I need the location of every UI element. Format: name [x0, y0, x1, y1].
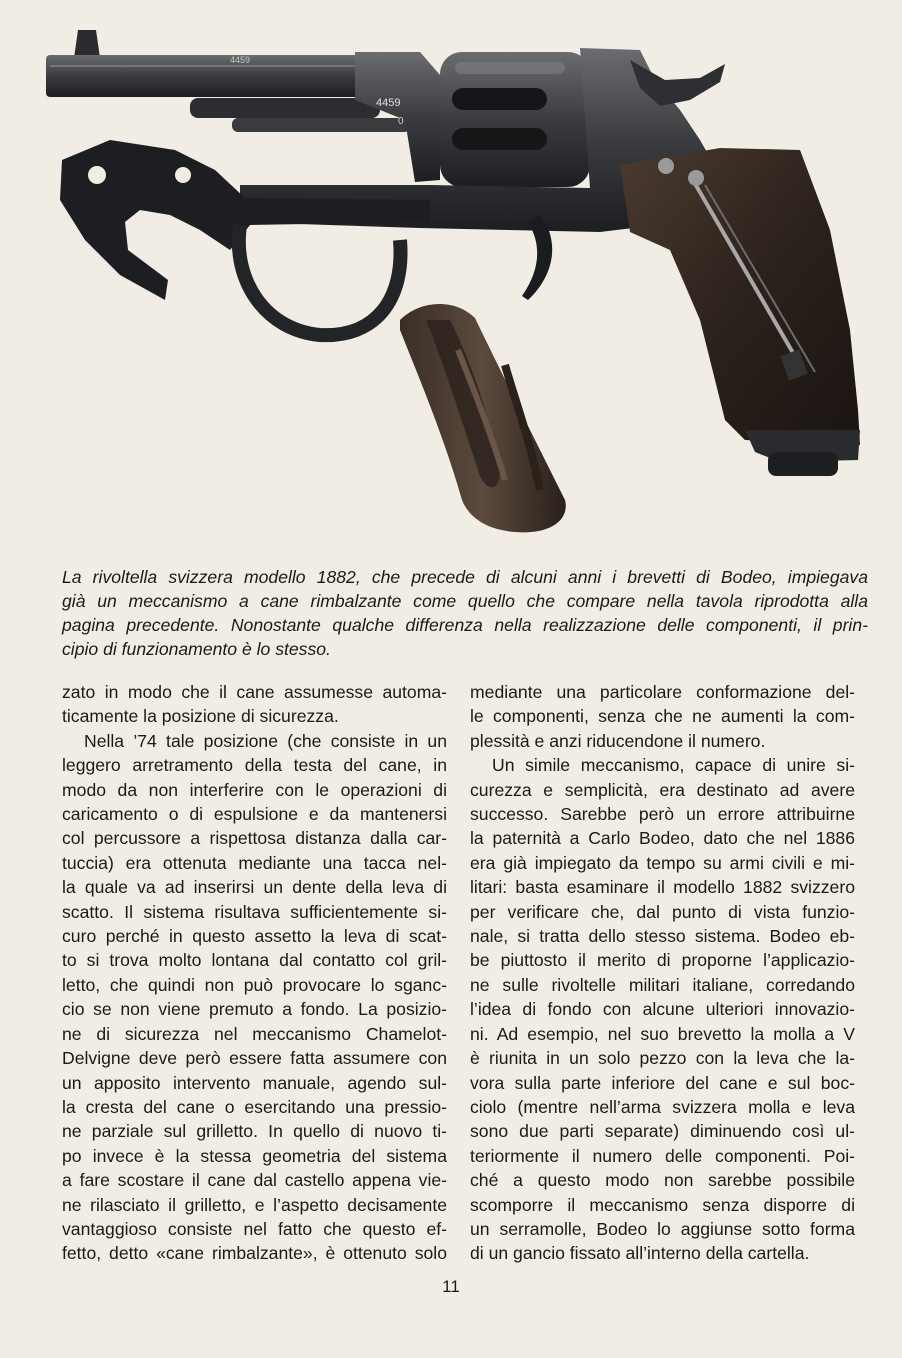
text-line: po invece è la stessa geometria del sistema	[62, 1145, 447, 1166]
text-line: plessità e anzi riducendone il numero.	[470, 730, 766, 751]
text-line: la cresta del cane o esercitando una pressio-	[62, 1096, 447, 1117]
text-line: to si trova molto lontana dal contatto col gril-	[62, 950, 447, 971]
text-line: cio se non viene premuto a fondo. La posizio-	[62, 999, 447, 1020]
text-line: Delvigne deve però essere fatta assumere con	[62, 1048, 447, 1069]
revolver-photo	[0, 0, 902, 550]
text-line: vora sulla parte inferiore del cane e sul boc-	[470, 1072, 855, 1093]
left-column	[62, 680, 447, 1266]
paragraph	[470, 753, 855, 1266]
text-line: un serramolle, Bodeo lo aggiunse sotto forma	[470, 1218, 855, 1239]
text-line: l’idea di fondo con alcune ulteriori innovazio-	[470, 999, 855, 1020]
text-line: era già impiegato da tempo su armi civili e mi-	[470, 852, 855, 873]
text-line: ticamente la posizione di sicurezza.	[62, 706, 339, 727]
paragraph	[62, 680, 447, 729]
text-line: un apposito intervento manuale, agendo sul-	[62, 1072, 447, 1093]
barrel	[46, 55, 361, 97]
text-line: modo da non interferire con le operazioni di	[62, 779, 447, 800]
grip	[620, 148, 860, 445]
text-line: be piuttosto il merito di proporne l’applicazio-	[470, 950, 855, 971]
text-line: ché a questo modo non sarebbe possibile	[470, 1170, 855, 1191]
text-line: letto, che quindi non può provocare lo sganc-	[62, 974, 447, 995]
text-line: scatto. Il sistema risultava sufficientemente si-	[62, 901, 447, 922]
text-line: vantaggioso consiste nel fatto che questo ef-	[62, 1218, 447, 1239]
text-line: ne rilasciato il grilletto, e l’aspetto decisamente	[62, 1194, 447, 1215]
page-number: 11	[442, 1277, 460, 1296]
caption-line: cipio di funzionamento è lo stesso.	[62, 639, 331, 659]
text-line: a fare scostare il cane dal castello appena vie-	[62, 1170, 447, 1191]
figure-caption	[62, 565, 868, 661]
text-line: ne sulle rivoltelle militari italiane, corredando	[470, 974, 855, 995]
text-line: ne parziale sul grilletto. In quello di nuovo ti-	[62, 1121, 447, 1142]
frame-serial: 4459	[376, 97, 401, 109]
text-line: ciolo (mentre nell’arma svizzera molla e leva	[470, 1096, 855, 1117]
text-line: curo perché in questo assetto la leva di scat-	[62, 926, 447, 947]
text-line: scomporre il meccanismo senza disporre di	[470, 1194, 855, 1215]
front-sight	[74, 30, 100, 58]
trigger-guard	[239, 225, 401, 335]
text-line: è riunita in un solo pezzo con la leva che la-	[470, 1048, 855, 1069]
text-line: leggero arretramento della testa del cane, in	[62, 755, 447, 776]
barrel-serial: 4459	[230, 55, 251, 65]
text-line: fetto, detto «cane rimbalzante», è ottenuto solo	[62, 1243, 447, 1264]
text-line: la quale va ad inserirsi un dente della leva di	[62, 877, 447, 898]
text-line: successo. Sarebbe però un errore attribuirne	[470, 804, 855, 825]
text-line: litari: basta esaminare il modello 1882 svizzero	[470, 877, 855, 898]
text-line: col percussore a rispettosa distanza dalla car-	[62, 828, 447, 849]
text-line: per verificare che, dal punto di vista funzio-	[470, 901, 855, 922]
text-line: curezza e semplicità, era destinato ad avere	[470, 779, 855, 800]
paragraph	[470, 680, 855, 753]
text-line: tuccia) era ottenuta mediante una tacca nel-	[62, 852, 447, 873]
text-line: mediante una particolare conformazione del-	[470, 682, 855, 702]
text-line: Un simile meccanismo, capace di unire si-	[492, 755, 855, 776]
text-line: zato in modo che il cane assumesse automa-	[62, 682, 447, 702]
text-line: sono due parti separate) diminuendo così ul-	[470, 1121, 855, 1142]
paragraph	[62, 729, 447, 1266]
text-line: caricamento o di espulsione e da mantenersi	[62, 804, 447, 825]
text-line: ni. Ad esempio, nel suo brevetto la molla a V	[470, 1023, 855, 1044]
text-line: ne di sicurezza nel meccanismo Chamelot-	[62, 1023, 447, 1044]
caption-line: La rivoltella svizzera modello 1882, che precede di alcuni anni i brevetti di Bodeo, impiegava	[62, 567, 868, 587]
proof-mark: 0	[398, 116, 404, 127]
text-line: nale, si tratta dello stesso sistema. Bodeo eb-	[470, 926, 855, 947]
text-line: teriormente il numero delle componenti. Poi-	[470, 1145, 855, 1166]
text-line: di un gancio fissato all’interno della cartella.	[470, 1243, 810, 1264]
text-line: Nella ’74 tale posizione (che consiste in un	[84, 730, 447, 751]
caption-line: pagina precedente. Nonostante qualche differenza nella realizzazione delle componenti, il prin-	[62, 615, 868, 635]
right-column	[470, 680, 855, 1266]
caption-line: già un meccanismo a cane rimbalzante come quello che compare nella tavola riprodotta alla	[62, 591, 868, 611]
text-line: le componenti, senza che ne aumenti la com-	[470, 706, 855, 727]
text-line: la paternità a Carlo Bodeo, dato che nel 1886	[470, 828, 855, 849]
